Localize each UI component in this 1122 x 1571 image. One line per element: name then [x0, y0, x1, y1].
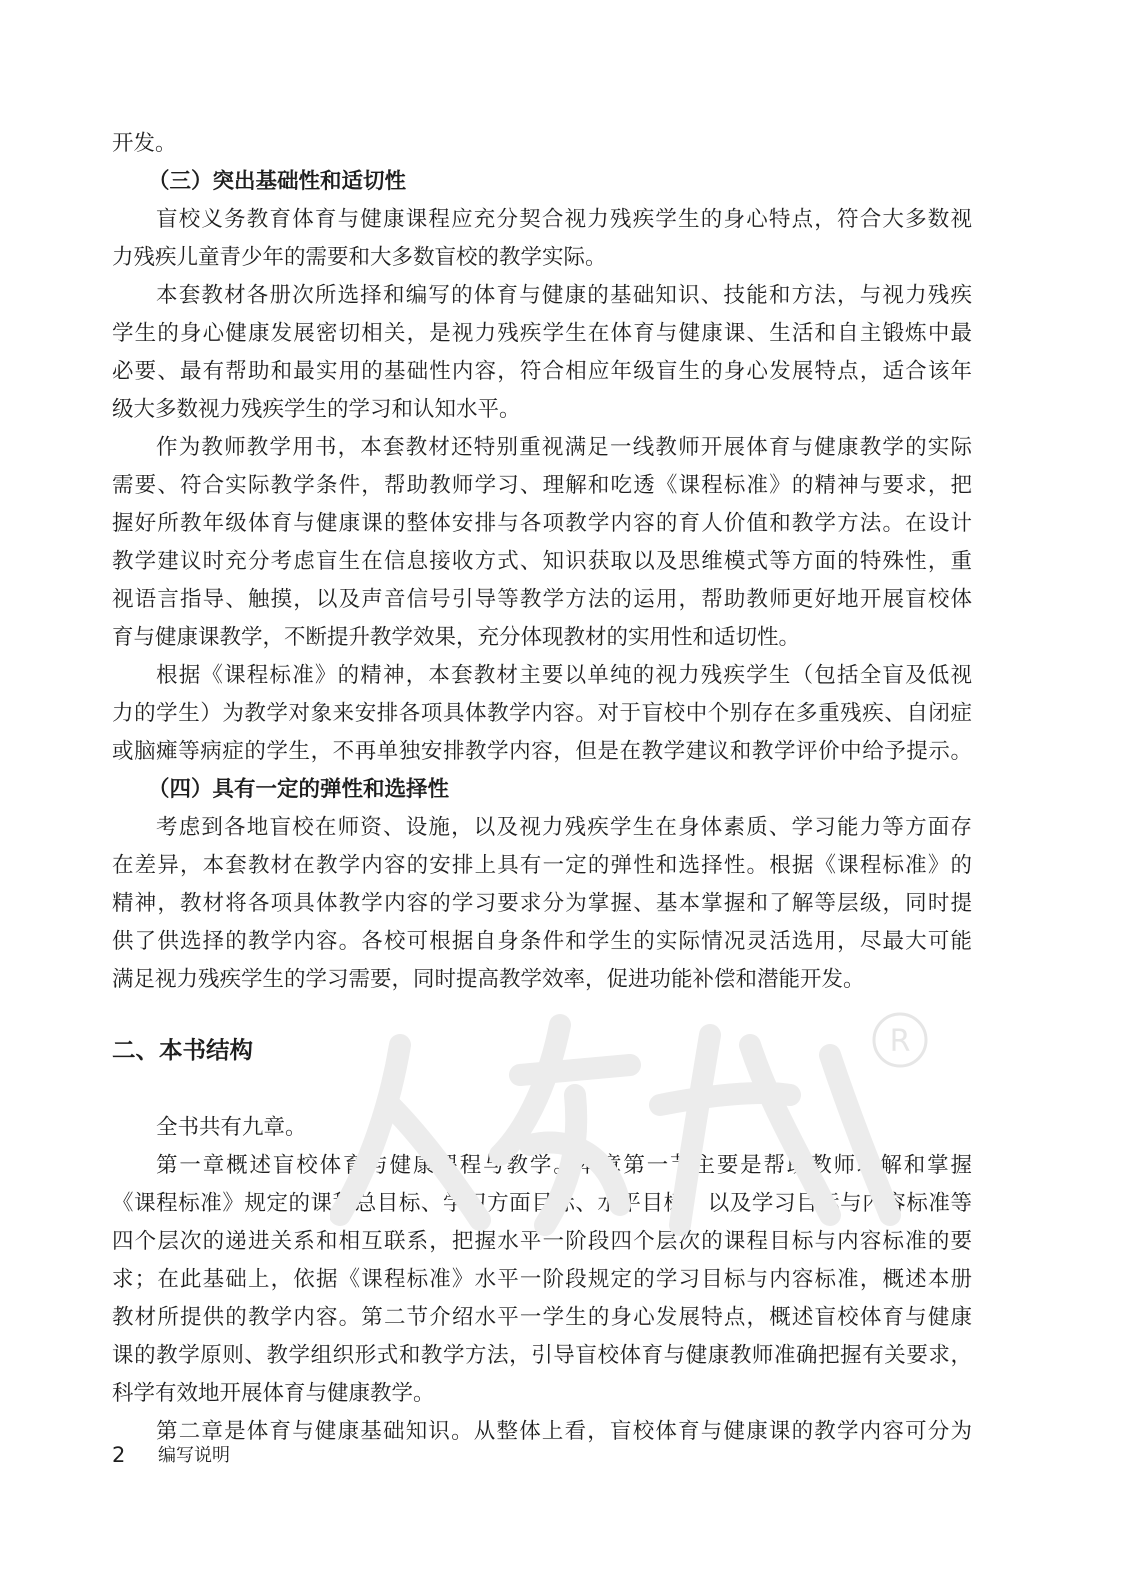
text-line: 第二章是体育与健康基础知识。从整体上看，盲校体育与健康课的教学内容可分为	[156, 1419, 972, 1444]
text-line: 力残疾儿童青少年的需要和大多数盲校的教学实际。	[112, 245, 607, 270]
text-line: 科学有效地开展体育与健康教学。	[112, 1381, 435, 1406]
text-line: 本套教材各册次所选择和编写的体育与健康的基础知识、技能和方法，与视力残疾	[156, 283, 972, 308]
text-line: 或脑瘫等病症的学生，不再单独安排教学内容，但是在教学建议和教学评价中给予提示。	[112, 739, 972, 764]
text-line: 握好所教年级体育与健康课的整体安排与各项教学内容的育人价值和教学方法。在设计	[112, 511, 972, 536]
running-footer-title: 编写说明	[158, 1445, 230, 1466]
text-line: 需要、符合实际教学条件，帮助教师学习、理解和吃透《课程标准》的精神与要求，把	[112, 473, 972, 498]
page-number: 2	[112, 1443, 126, 1467]
text-line: 供了供选择的教学内容。各校可根据自身条件和学生的实际情况灵活选用，尽最大可能	[112, 929, 972, 954]
text-line: 《课程标准》规定的课程总目标、学习方面目标、水平目标，以及学习目标与内容标准等	[112, 1191, 972, 1216]
subsection-heading-3: （三）突出基础性和适切性	[148, 169, 407, 194]
section-heading: 二、本书结构	[112, 1036, 253, 1064]
text-line: 考虑到各地盲校在师资、设施，以及视力残疾学生在身体素质、学习能力等方面存	[156, 815, 972, 840]
text-line: 级大多数视力残疾学生的学习和认知水平。	[112, 397, 521, 422]
text-line: 力的学生）为教学对象来安排各项具体教学内容。对于盲校中个别存在多重残疾、自闭症	[112, 701, 972, 726]
text-line: 在差异，本套教材在教学内容的安排上具有一定的弹性和选择性。根据《课程标准》的	[112, 853, 972, 878]
text-line: 第一章概述盲校体育与健康课程与教学。本章第一节主要是帮助教师理解和掌握	[156, 1153, 972, 1178]
text-line: 根据《课程标准》的精神，本套教材主要以单纯的视力残疾学生（包括全盲及低视	[156, 663, 972, 688]
text-line: 求；在此基础上，依据《课程标准》水平一阶段规定的学习目标与内容标准，概述本册	[112, 1267, 972, 1292]
text-line: 盲校义务教育体育与健康课程应充分契合视力残疾学生的身心特点，符合大多数视	[156, 207, 972, 232]
text-line: 课的教学原则、教学组织形式和教学方法，引导盲校体育与健康教师准确把握有关要求，	[112, 1343, 972, 1368]
text-line: 全书共有九章。	[156, 1115, 307, 1140]
text-line: 教学建议时充分考虑盲生在信息接收方式、知识获取以及思维模式等方面的特殊性，重	[112, 549, 972, 574]
text-line: 视语言指导、触摸，以及声音信号引导等教学方法的运用，帮助教师更好地开展盲校体	[112, 587, 972, 612]
paragraph-end-line: 开发。	[112, 131, 177, 156]
subsection-heading-4: （四）具有一定的弹性和选择性	[148, 777, 450, 802]
text-line: 四个层次的递进关系和相互联系，把握水平一阶段四个层次的课程目标与内容标准的要	[112, 1229, 972, 1254]
text-line: 作为教师教学用书，本套教材还特别重视满足一线教师开展体育与健康教学的实际	[156, 435, 972, 460]
svg-text:R: R	[889, 1024, 911, 1059]
text-line: 学生的身心健康发展密切相关，是视力残疾学生在体育与健康课、生活和自主锻炼中最	[112, 321, 972, 346]
text-line: 育与健康课教学，不断提升教学效果，充分体现教材的实用性和适切性。	[112, 625, 801, 650]
text-line: 教材所提供的教学内容。第二节介绍水平一学生的身心发展特点，概述盲校体育与健康	[112, 1305, 972, 1330]
text-line: 必要、最有帮助和最实用的基础性内容，符合相应年级盲生的身心发展特点，适合该年	[112, 359, 972, 384]
text-line: 满足视力残疾学生的学习需要，同时提高教学效率，促进功能补偿和潜能开发。	[112, 967, 865, 992]
text-line: 精神，教材将各项具体教学内容的学习要求分为掌握、基本掌握和了解等层级，同时提	[112, 891, 972, 916]
